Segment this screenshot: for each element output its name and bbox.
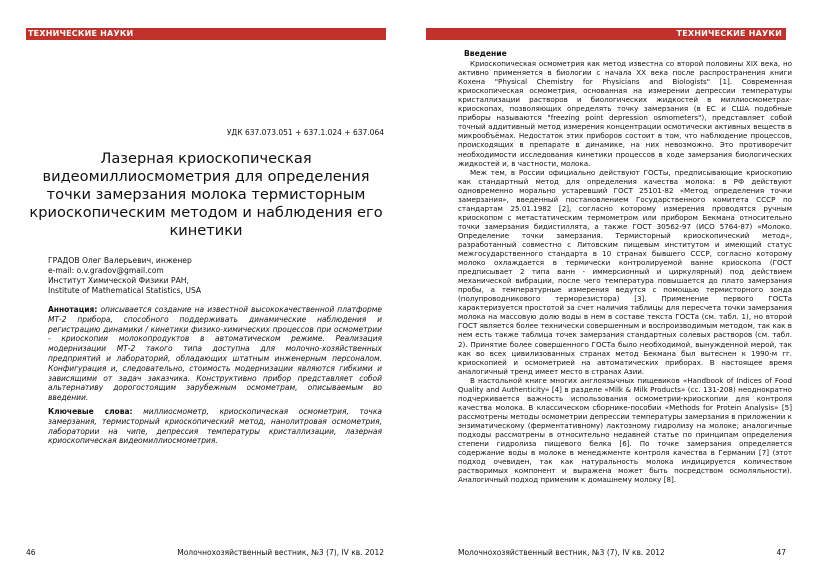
journal-footer: Молочнохозяйственный вестник, №3 (7), IV кв. 2012 xyxy=(177,548,384,557)
author-name: ГРАДОВ Олег Валерьевич, инженер xyxy=(48,256,192,265)
article-title: Лазерная криоскопическая видеомиллиосмометрия для определения точки замерзания молока термисторным криоскопическим методом и наблюдения его кинетики xyxy=(29,150,383,239)
right-page xyxy=(410,0,820,580)
keywords-text: миллиосмометр, криоскопическая осмометрия, точка замерзания, термисторный криоскопический метод, нанолитровая осмометрия, лаборатории на чипе, депрессия температуры кристаллизации, лазерная криоскопическая видеомиллиосмометрия. xyxy=(48,407,382,446)
author-email: e-mail: o.v.gradov@gmail.com xyxy=(48,266,164,275)
paragraph: Криоскопическая осмометрия как метод известна со второй половины XIX века, но активно применяется в биологии с начала XX века после распространения книги Кохена "Physical Chemistry for Physicians and Biologists" [1]. Современная криоскопическая осмометрия, основанная на измерении депрессии температуры кристаллизации растворов и биологических жидкостей в миллиосмометрах-криоскопах, позволяющих определять точку замерзания (в ЕС и США подобные приборы называются "freezing point depression osmometers"), представляет собой точный аддитивный метод измерения концентрации осмотически активных веществ в микрообъёмах. Недостаток этих приборов состоит в том, что наблюдение процессов, происходящих в препарате в динамике, на них невозможно. Это противоречит необходимости исследования кинетики процессов в ходе замерзания биологических жидкостей и, в частности, молока. xyxy=(458,59,792,168)
abstract xyxy=(48,305,382,403)
journal-footer: Молочнохозяйственный вестник, №3 (7), IV кв. 2012 xyxy=(458,548,665,557)
author-affiliation: Институт Химической Физики РАН, xyxy=(48,276,189,285)
section-header-bar: ТЕХНИЧЕСКИЕ НАУКИ xyxy=(26,28,386,40)
intro-section xyxy=(458,49,792,484)
author-block xyxy=(48,256,201,296)
keywords-label: Ключевые слова: xyxy=(48,407,133,416)
abstract-text: описывается создание на известной высококачественной платформе МТ-2 прибора, способного поддерживать динамические наблюдения и регистрацию динамики / кинетики физико-химических процессов при осмометрии - криоскопии молокопродуктов в автоматическом режиме. Реализация модернизации МТ-2 такого типа доступна для молочно-хозяйственных предприятий и лабораторий, обладающих штатным инженерным персоналом. Конфигурация и, следовательно, стоимость модернизации являются гибкими и зависящими от задач заказчика. Конструктивно прибор представляет собой альтернативу дорогостоящим зарубежным осмометрам, описываемым во введении. xyxy=(48,305,382,403)
udk-code: УДК 637.073.051 + 637.1.024 + 637.064 xyxy=(226,128,384,137)
paragraph: В настольной книге многих англоязычных пищевиков «Handbook of Indices of Food Quality and Authenticity» [4] в разделе «Milk & Milk Products» (сс. 131-208) неоднократно подчеркивается важность использования осмометрии-криоскопии для контроля качества молока. В классическом сборнике-пособии «Methods for Protein Analysis» [5] рассмотрены методы осмометрии депрессии температуры замерзания в приложении к энзиматическому (ферментативному) лактозному гидролизу на молоке; аналогичные подходы рассмотрены в относительно недавней статье по принципам определения степени гидролиза пищевого белка [6]. По точке замерзания определяется содержание воды в молоке в менеджменте контроля качества в Германии [7] (этот подход очевиден, так как натуральность молока индицируется количеством растворимых компонент и выражена может быть посредством осмоляльности). Аналогичный подход применим к домашнему молоку [8]. xyxy=(458,375,792,485)
author-affiliation-2: Institute of Mathematical Statistics, USA xyxy=(48,286,202,295)
abstract-label: Аннотация: xyxy=(48,305,98,314)
page-number: 46 xyxy=(26,548,36,557)
paragraph: Меж тем, в России официально действуют ГОСТы, предписывающие криоскопию как стандартный метод для определения качества молока: в РФ действуют одновременно морально устаревший ГОСТ 25101-82 «Метод определения точки замерзания», введенный постановлением Государственного комитета СССР по стандартам 25.01.1982 [2], согласно которому измерения проводятся ручным криоскопом с метастатическим термометром или прибором Бекмана относительно точки замерзания бидистиллята, а также ГОСТ 30562-97 (ИСО 5764-87) «Молоко. Определение точки замерзания. Термисторный криоскопический метод», разработанный совместно с Литовским пищевым институтом и имеющий статус межгосударственного стандарта в 10 странах бывшего СССР, согласно которому молоко охлаждается в термически контролируемой ванне криоскопа (ГОСТ предписывает 2 типа ванн - иммерсионный и циркулярный) под действием механической вибрации, после чего температура повышается до плато замерзания пробы, а температурные измерения ведутся с помощью термисторного зонда (полупроводникового терморезистора) [3]. Применение первого ГОСТа характеризуется простотой за счет наличия таблицы для пересчета точки замерзания молока на массовую долю воды в нем в составе текста ГОСТа (см. табл. 1), но второй ГОСТ является более технически совершенным и воспроизводимым методом, так как в нем есть также таблица точек замерзания стандартных солевых растворов (см. табл. 2). Принятие более совершенного ГОСТа было необходимой, вынужденной мерой, так как во всех цивилизованных странах метод Бекмана был вытеснен к 1990-м гг. криоскопией и осмометрией на автоматических приборах. В настоящее время аналогичный тренд имеет место в странах Азии. xyxy=(458,167,792,376)
section-heading: Введение xyxy=(464,49,507,58)
keywords xyxy=(48,407,382,446)
section-header-bar: ТЕХНИЧЕСКИЕ НАУКИ xyxy=(426,28,786,40)
page-number: 47 xyxy=(776,548,786,557)
